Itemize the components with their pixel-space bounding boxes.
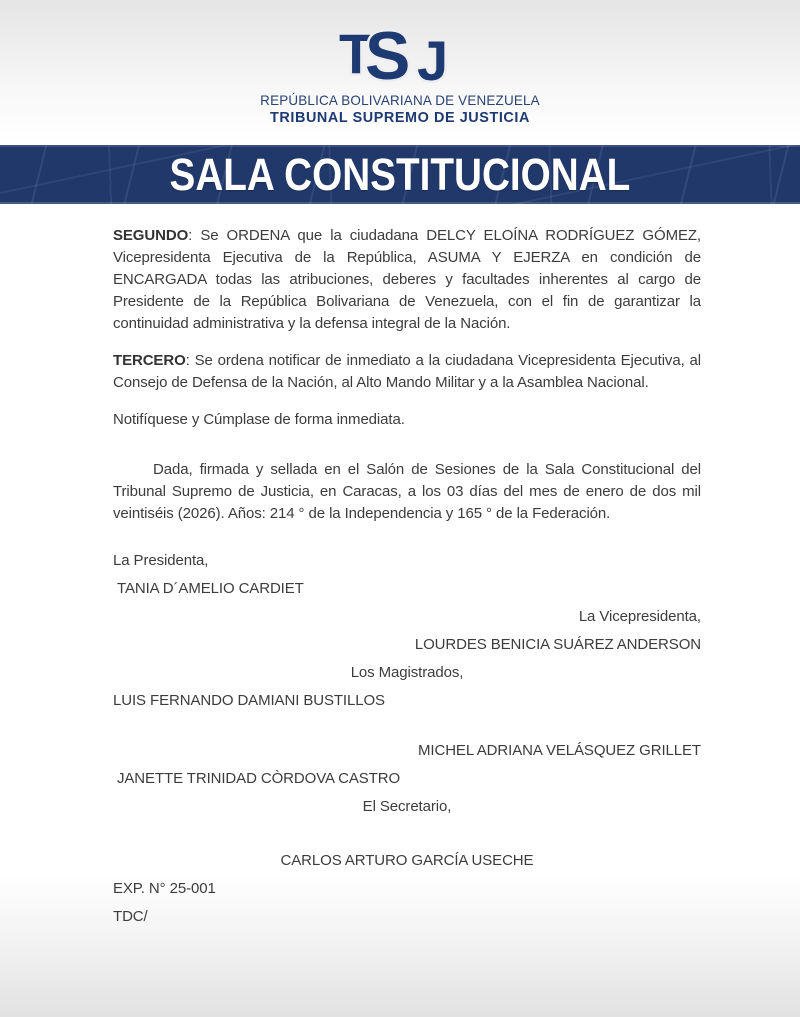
president-title: La Presidenta, (113, 552, 209, 569)
president-name: TANIA D´AMELIO CARDIET (117, 580, 304, 597)
paragraph-dada: Dada, firmada y sellada en el Salón de Sesiones de la Sala Constitucional del Tribunal Supremo de Justicia, en Caracas, a los 03 días del mes de enero de dos mil veintiséis (2026). Años: 214 ° de la Independencia y 165 ° de la Federación. (113, 461, 701, 522)
footer-block (113, 880, 701, 926)
paragraph-notifiquese: Notifíquese y Cúmplase de forma inmediata. (113, 411, 405, 428)
paragraph-tercero (113, 350, 701, 394)
document-header (0, 0, 800, 126)
paragraph-segundo-lead: SEGUNDO (113, 227, 189, 244)
svg-text:S: S (365, 18, 411, 90)
banner-title: SALA CONSTITUCIONAL (169, 148, 631, 200)
sala-banner (0, 145, 800, 204)
svg-text:T: T (339, 22, 374, 85)
header-republic-line: REPÚBLICA BOLIVARIANA DE VENEZUELA (260, 92, 540, 108)
vicepresident-title: La Vicepresidenta, (578, 608, 701, 625)
magistrate-name-1: LUIS FERNANDO DAMIANI BUSTILLOS (113, 692, 385, 709)
document-body (0, 204, 800, 926)
paragraph-segundo-text: : Se ORDENA que la ciudadana DELCY ELOÍNA RODRÍGUEZ GÓMEZ, Vicepresidenta Ejecutiva de la República, ASUMA Y EJERZA en condición de ENCARGADA todas las atribuciones, deberes y facultades inherentes al cargo de Presidente de la República Bolivariana de Venezuela, con el fin de garantizar la continuidad administrativa y la defensa integral de la Nación. (113, 227, 701, 332)
tsj-logo-icon (0, 16, 800, 90)
expediente-number: EXP. N° 25-001 (113, 880, 216, 897)
paragraph-tercero-text: : Se ordena notificar de inmediato a la ciudadana Vicepresidenta Ejecutiva, al Consejo de Defensa de la Nación, al Alto Mando Militar y a la Asamblea Nacional. (113, 352, 701, 391)
magistrates-title: Los Magistrados, (350, 664, 464, 681)
paragraph-tercero-lead: TERCERO (113, 352, 186, 369)
drafter-initials: TDC/ (113, 908, 148, 925)
vicepresident-name: LOURDES BENICIA SUÁREZ ANDERSON (414, 636, 701, 653)
paragraph-segundo (113, 225, 701, 335)
magistrate-name-3: JANETTE TRINIDAD CÒRDOVA CASTRO (117, 770, 401, 787)
svg-text:J: J (417, 29, 449, 90)
header-tribunal-line: TRIBUNAL SUPREMO DE JUSTICIA (270, 109, 530, 126)
secretary-name: CARLOS ARTURO GARCÍA USECHE (280, 852, 534, 869)
signature-block (113, 552, 701, 870)
secretary-title: El Secretario, (362, 798, 452, 815)
magistrate-name-2: MICHEL ADRIANA VELÁSQUEZ GRILLET (418, 742, 701, 759)
